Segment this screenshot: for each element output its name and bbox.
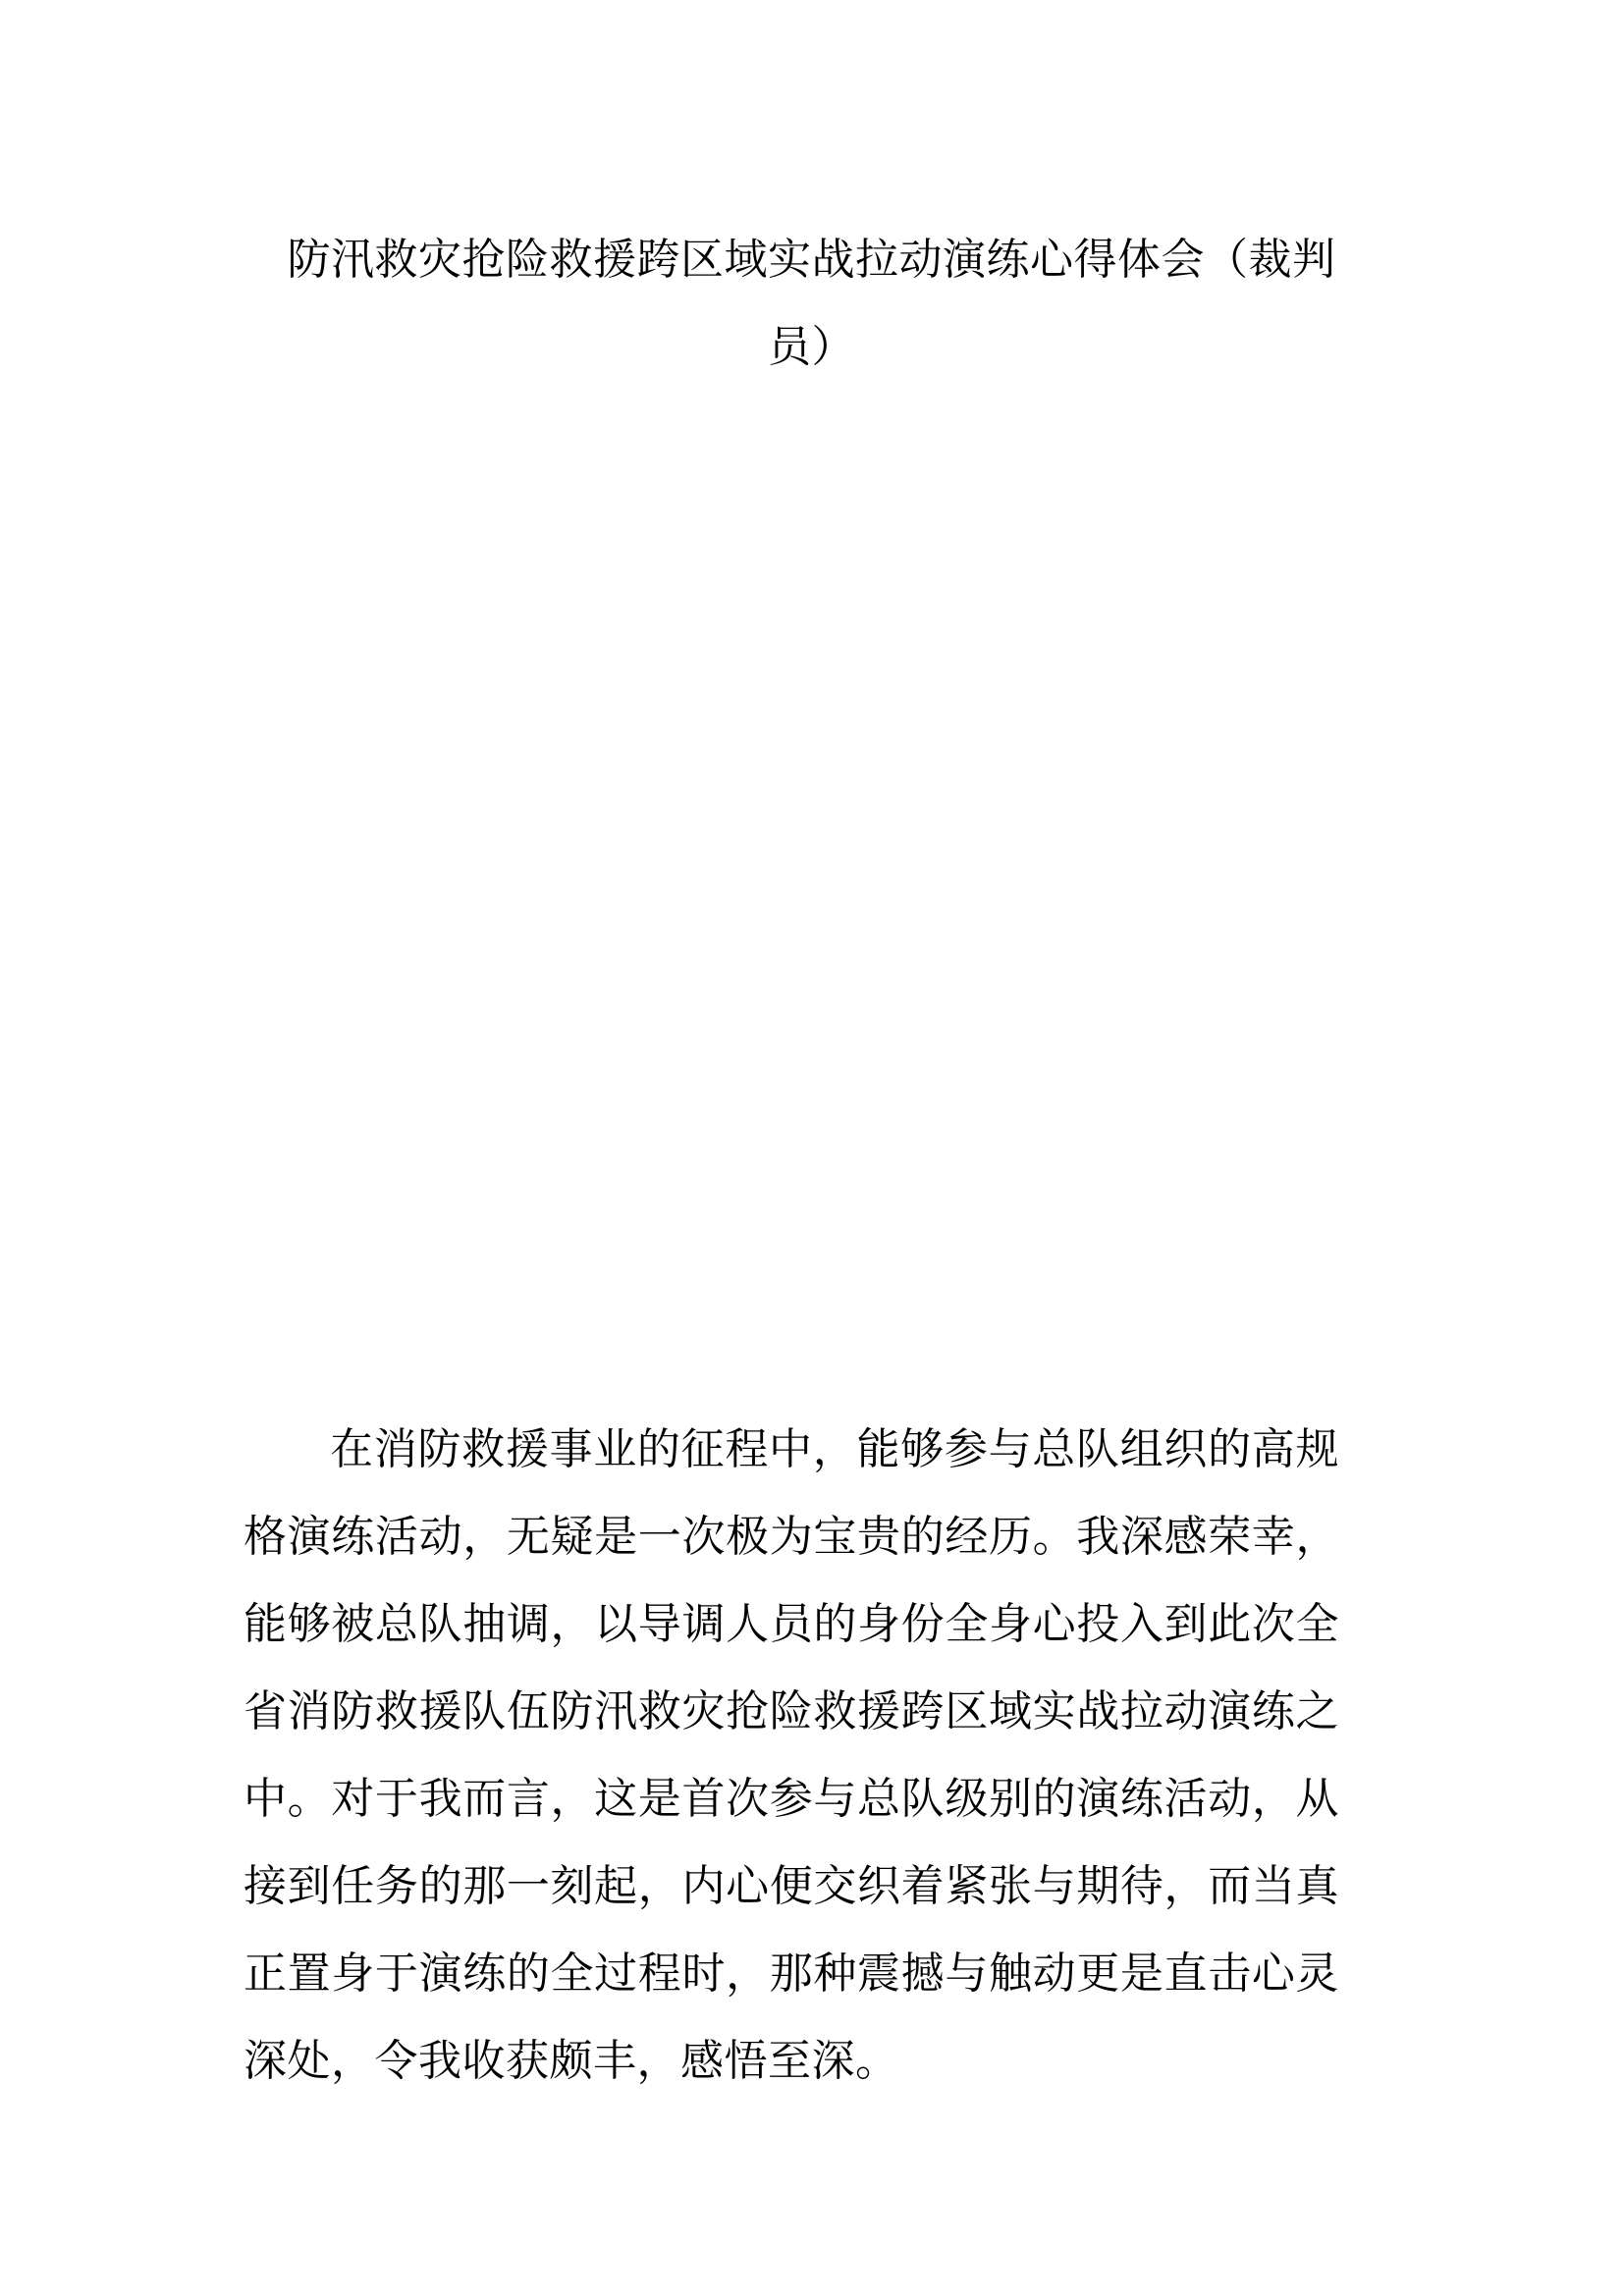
document-title: 防汛救灾抢险救援跨区域实战拉动演练心得体会（裁判员）: [287, 236, 1336, 371]
body-paragraph: 在消防救援事业的征程中，能够参与总队组织的高规格演练活动，无疑是一次极为宝贵的经历。我深感荣幸，能够被总队抽调，以导调人员的身份全身心投入到此次全省消防救援队伍防汛救灾抢险救援跨区域实战拉动演练之中。对于我而言，这是首次参与总队级别的演练活动，从接到任务的那一刻起，内心便交织着紧张与期待，而当真正置身于演练的全过程时，那种震撼与触动更是直击心灵深处，令我收获颇丰，感悟至深。: [243, 1425, 1339, 2085]
